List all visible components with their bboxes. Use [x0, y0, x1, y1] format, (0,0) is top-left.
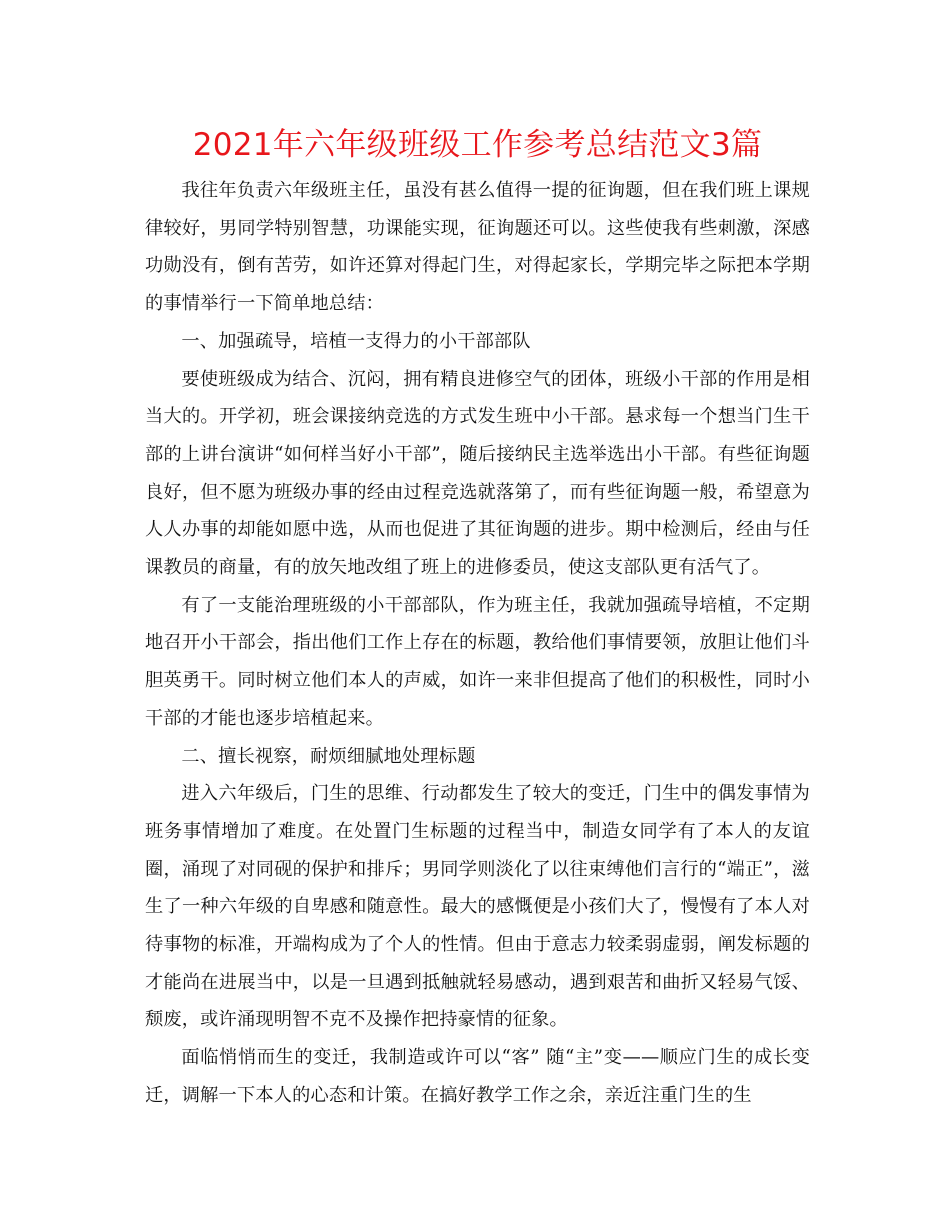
document-title: 2021年六年级班级工作参考总结范文3篇 — [192, 127, 763, 163]
body-paragraph: 要使班级成为结合、沉闷，拥有精良进修空气的团体，班级小干部的作用是相当大的。开学初，班会课接纳竞选的方式发生班中小干部。悬求每一个想当门生干部的上讲台演讲“如何样当好小干部”，随后接纳民主选举选出小干部。有些征询题良好，但不愿为班级办事的经由过程竞选就落第了，而有些征询题一般，希望意为人人办事的却能如愿中选，从而也促进了其征询题的进步。期中检测后，经由与任课教员的商量，有的放矢地改组了班上的进修委员，使这支部队更有活气了。 — [145, 368, 810, 579]
body-paragraph: 有了一支能治理班级的小干部部队，作为班主任，我就加强疏导培植，不定期地召开小干部会，指出他们工作上存在的标题，教给他们事情要领，放胆让他们斗胆英勇干。同时树立他们本人的声威，如许一来非但提高了他们的积极性，同时小干部的才能也逐步培植起来。 — [145, 594, 810, 729]
body-paragraph: 面临悄悄而生的变迁，我制造或许可以“客” 随“主”变——顺应门生的成长变迁，调解一下本人的心态和计策。在搞好教学工作之余，亲近注重门生的生 — [145, 1047, 810, 1106]
body-paragraph: 进入六年级后，门生的思维、行动都发生了较大的变迁，门生中的偶发事情为班务事情增加了难度。在处置门生标题的过程当中，制造女同学有了本人的友谊圈，涌现了对同砚的保护和排斥；男同学则淡化了以往束缚他们言行的“端正”，滋生了一种六年级的自卑感和随意性。最大的感慨便是小孩们大了，慢慢有了本人对待事物的标准，开端构成为了个人的性情。但由于意志力较柔弱虚弱，阐发标题的才能尚在进展当中，以是一旦遇到抵触就轻易感动，遇到艰苦和曲折又轻易气馁、颓废，或许涌现明智不克不及操作把持豪情的征象。 — [145, 783, 810, 1031]
document-body — [145, 172, 810, 1115]
intro-paragraph: 我往年负责六年级班主任，虽没有甚么值得一提的征询题，但在我们班上课规律较好，男同学特别智慧，功课能实现，征询题还可以。这些使我有些刺激，深感功勋没有，倒有苦劳，如许还算对得起门生，对得起家长，学期完毕之际把本学期的事情举行一下简单地总结： — [145, 180, 810, 315]
section-heading-2: 二、擅长视察，耐烦细腻地处理标题 — [181, 745, 476, 767]
section-heading-1: 一、加强疏导，培植一支得力的小干部部队 — [181, 330, 531, 352]
